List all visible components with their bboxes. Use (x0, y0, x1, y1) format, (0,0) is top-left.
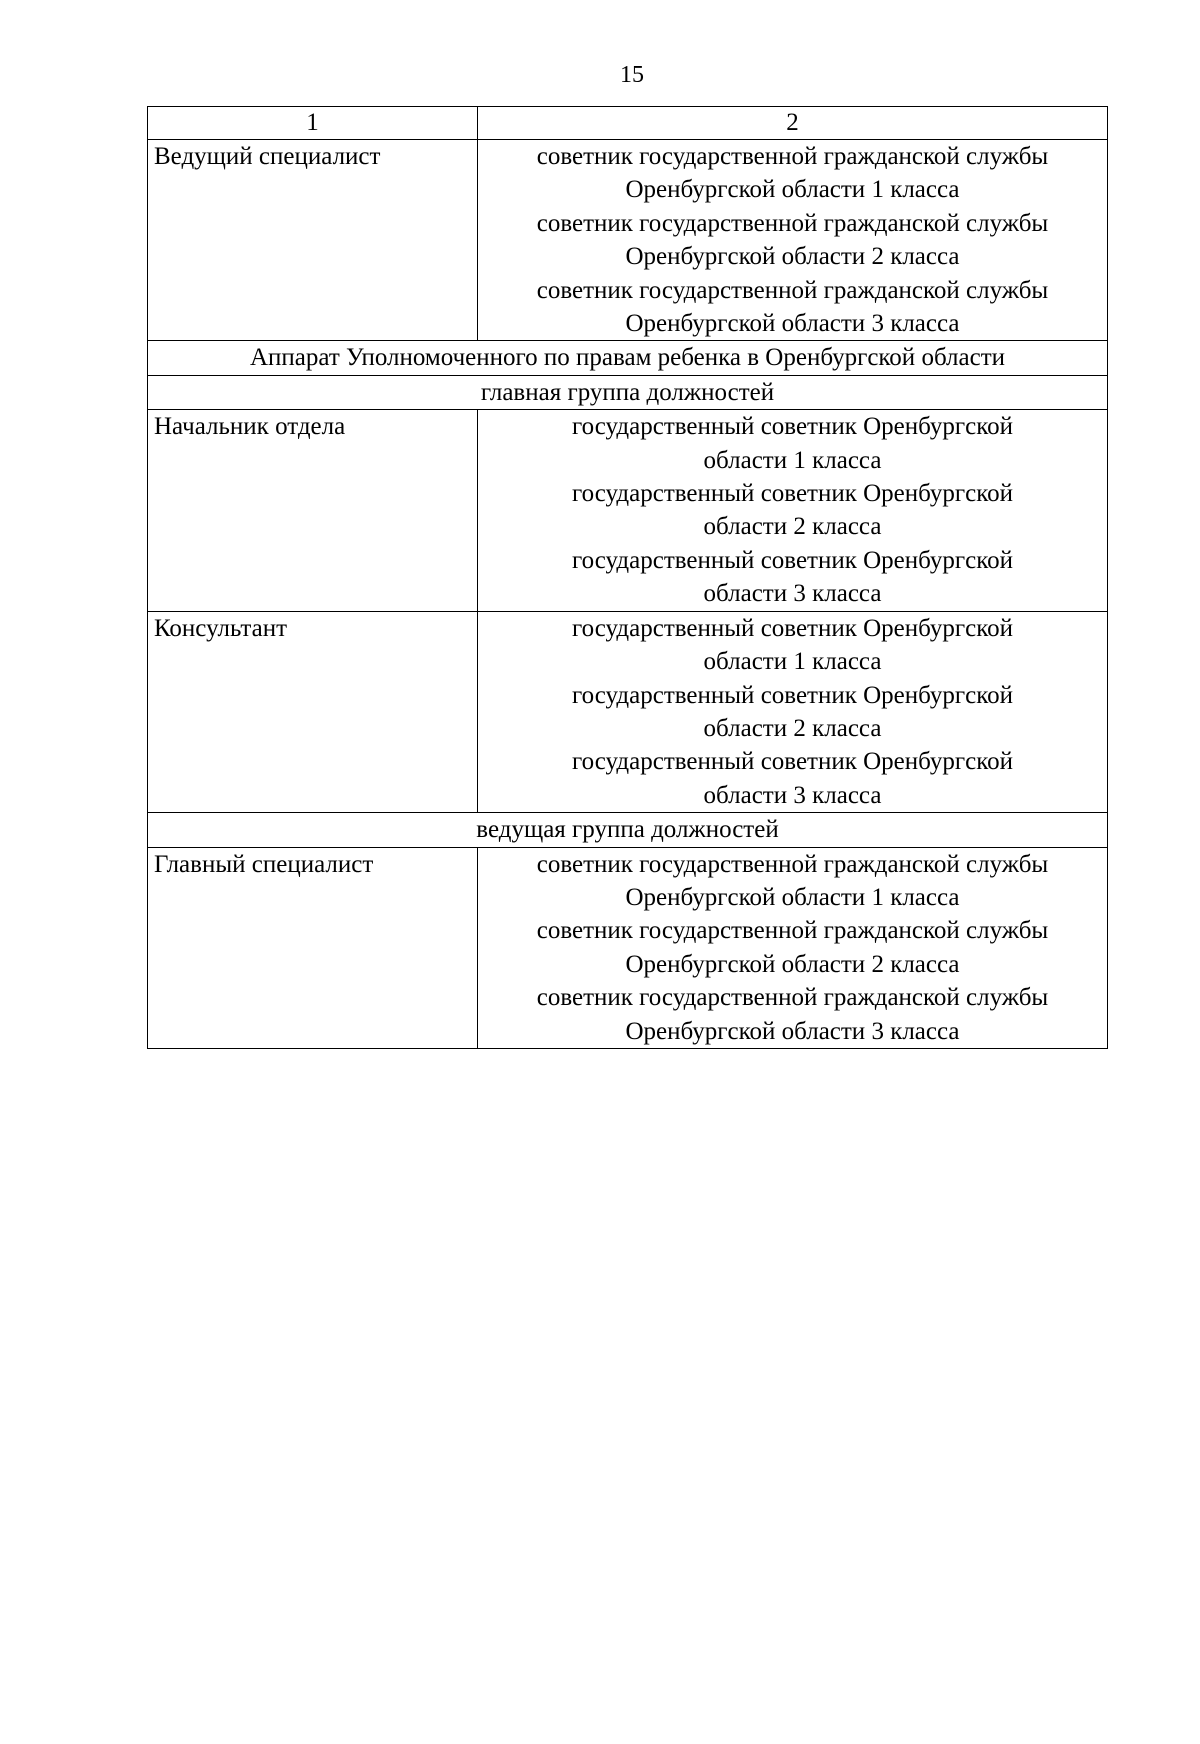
rank-line: Оренбургской области 3 класса (625, 1017, 960, 1045)
rank-line: области 3 класса (703, 781, 882, 809)
section-header: главная группа должностей (148, 375, 1108, 409)
rank-cell (478, 847, 1108, 1048)
section-header-row (148, 341, 1108, 375)
position-title: Начальник отдела (148, 410, 478, 611)
column-number-row (148, 107, 1108, 140)
rank-line: советник государственной гражданской службы (536, 276, 1049, 304)
rank-line: советник государственной гражданской службы (536, 850, 1049, 878)
column-number-2: 2 (478, 107, 1108, 140)
rank-line: области 3 класса (703, 580, 882, 608)
section-header-row (148, 813, 1108, 847)
rank-line: советник государственной гражданской службы (536, 984, 1049, 1012)
rank-line: государственный советник Оренбургской (571, 748, 1014, 776)
position-title: Главный специалист (148, 847, 478, 1048)
section-header: Аппарат Уполномоченного по правам ребенка в Оренбургской области (148, 341, 1108, 375)
page-number: 15 (620, 62, 644, 88)
rank-line: области 1 класса (703, 446, 882, 474)
rank-line: государственный советник Оренбургской (571, 413, 1014, 441)
rank-line: Оренбургской области 2 класса (625, 243, 960, 271)
table-row (148, 140, 1108, 341)
table-row (148, 611, 1108, 812)
rank-line: государственный советник Оренбургской (571, 546, 1014, 574)
rank-line: Оренбургской области 1 класса (625, 883, 960, 911)
rank-table (147, 106, 1108, 1049)
rank-line: государственный советник Оренбургской (571, 681, 1014, 709)
table-row (148, 410, 1108, 611)
section-header: ведущая группа должностей (148, 813, 1108, 847)
position-title: Консультант (148, 611, 478, 812)
rank-cell (478, 140, 1108, 341)
rank-cell (478, 611, 1108, 812)
rank-cell (478, 410, 1108, 611)
rank-line: Оренбургской области 3 класса (625, 310, 960, 338)
rank-line: области 1 класса (703, 648, 882, 676)
rank-line: советник государственной гражданской службы (536, 917, 1049, 945)
rank-line: Оренбургской области 1 класса (625, 176, 960, 204)
column-number-1: 1 (148, 107, 478, 140)
rank-line: Оренбургской области 2 класса (625, 950, 960, 978)
rank-line: государственный советник Оренбургской (571, 480, 1014, 508)
rank-line: советник государственной гражданской службы (536, 143, 1049, 170)
section-header-row (148, 375, 1108, 409)
rank-line: области 2 класса (703, 714, 882, 742)
position-title: Ведущий специалист (148, 140, 478, 341)
table-body (148, 140, 1108, 1049)
rank-line: государственный советник Оренбургской (571, 614, 1014, 642)
table-row (148, 847, 1108, 1048)
rank-line: советник государственной гражданской службы (536, 209, 1049, 237)
rank-line: области 2 класса (703, 513, 882, 541)
